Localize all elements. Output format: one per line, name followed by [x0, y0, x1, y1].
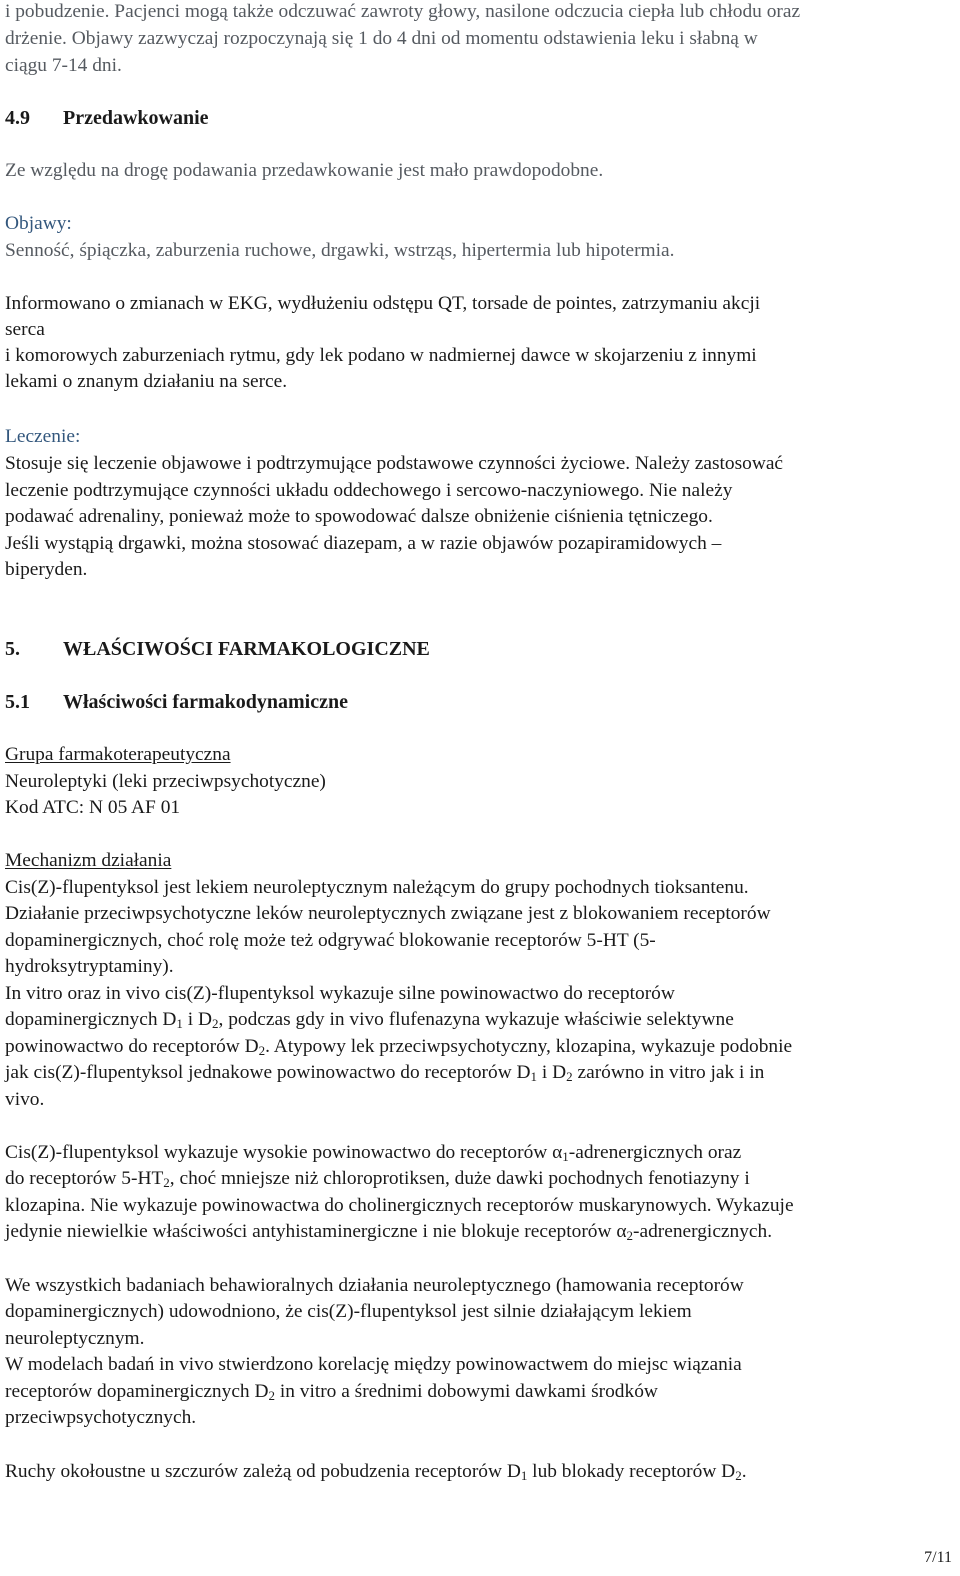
- mechanism-label: Mechanizm działania: [5, 850, 172, 871]
- paragraph-line: Stosuje się leczenie objawowe i podtrzymujące podstawowe czynności życiowe. Należy zastosować: [5, 453, 784, 474]
- paragraph-line: In vitro oraz in vivo cis(Z)-flupentyksol wykazuje silne powinowactwo do receptorów: [5, 983, 675, 1004]
- paragraph-line: jedynie niewielkie właściwości antyhistaminergiczne i nie blokuje receptorów $\alpha_2$-adrenergicznych.: [5, 1221, 773, 1243]
- paragraph-line: do receptorów $5-HT_2$, choć mniejsze niż chloroprotiksen, duże dawki pochodnych fenotiazyny i: [5, 1168, 750, 1190]
- paragraph-line: receptorów dopaminergicznych $D_2$ in vitro a średnimi dobowymi dawkami środków: [5, 1381, 658, 1403]
- section-heading-4-9: [5, 106, 209, 130]
- atc-code: Kod ATC: N 05 AF 01: [5, 797, 181, 818]
- paragraph-line: W modelach badań in vivo stwierdzono korelację między powinowactwem do miejsc wiązania: [5, 1354, 742, 1375]
- paragraph-line: Ruchy okołoustne u szczurów zależą od pobudzenia receptorów $D_1$ lub blokady receptorów $D_2$.: [5, 1461, 747, 1483]
- page-number: 7/11: [924, 1549, 952, 1566]
- paragraph-line: biperyden.: [5, 559, 88, 580]
- section-number: 5.1: [5, 691, 30, 713]
- paragraph-line: Jeśli wystąpią drgawki, można stosować diazepam, a w razie objawów pozapiramidowych –: [5, 533, 722, 554]
- section-heading-5: [5, 637, 430, 661]
- section-number: 4.9: [5, 107, 30, 129]
- paragraph-line: Senność, śpiączka, zaburzenia ruchowe, drgawki, wstrząs, hipertermia lub hipotermia.: [5, 240, 675, 261]
- paragraph-line: dopaminergicznych, choć rolę może też odgrywać blokowanie receptorów 5-HT (5-: [5, 930, 656, 951]
- paragraph-line: dopaminergicznych) udowodniono, że cis(Z)-flupentyksol jest silnie działającym lekiem: [5, 1301, 692, 1322]
- paragraph-line: i komorowych zaburzeniach rytmu, gdy lek podano w nadmiernej dawce w skojarzeniu z innymi: [5, 345, 757, 366]
- paragraph-line: Ze względu na drogę podawania przedawkowanie jest mało prawdopodobne.: [5, 160, 604, 181]
- paragraph-line: Cis(Z)-flupentyksol jest lekiem neuroleptycznym należącym do grupy pochodnych tioksantenu.: [5, 877, 749, 898]
- paragraph-line: Cis(Z)-flupentyksol wykazuje wysokie powinowactwo do receptorów $\alpha_1$-adrenergicznych oraz: [5, 1142, 742, 1164]
- paragraph-line: Działanie przeciwpsychotyczne leków neuroleptycznych związane jest z blokowaniem receptorów: [5, 903, 771, 924]
- section-title: Przedawkowanie: [63, 107, 209, 129]
- section-title: Właściwości farmakodynamiczne: [63, 691, 348, 713]
- symptoms-label: Objawy:: [5, 213, 72, 234]
- paragraph-line: i pobudzenie. Pacjenci mogą także odczuwać zawroty głowy, nasilone odczucia ciepła lub chłodu oraz: [5, 1, 801, 22]
- paragraph-line: vivo.: [5, 1089, 45, 1110]
- paragraph-line: hydroksytryptaminy).: [5, 956, 174, 977]
- group-label: Grupa farmakoterapeutyczna: [5, 744, 231, 765]
- paragraph-line: ciągu 7-14 dni.: [5, 55, 122, 76]
- paragraph-line: podawać adrenaliny, ponieważ może to spowodować dalsze obniżenie ciśnienia tętniczego.: [5, 506, 713, 527]
- paragraph-line: przeciwpsychotycznych.: [5, 1407, 197, 1428]
- section-heading-5-1: [5, 690, 348, 714]
- paragraph-line: We wszystkich badaniach behawioralnych działania neuroleptycznego (hamowania receptorów: [5, 1275, 744, 1296]
- paragraph-line: jak cis(Z)-flupentyksol jednakowe powinowactwo do receptorów $D_1$ i $D_2$ zarówno in vitro jak i in: [5, 1062, 765, 1084]
- paragraph-line: powinowactwo do receptorów $D_2$. Atypowy lek przeciwpsychotyczny, klozapina, wykazuje podobnie: [5, 1036, 793, 1058]
- paragraph-line: drżenie. Objawy zazwyczaj rozpoczynają się 1 do 4 dni od momentu odstawienia leku i słabną w: [5, 28, 758, 49]
- paragraph-line: klozapina. Nie wykazuje powinowactwa do cholinergicznych receptorów muskarynowych. Wykazuje: [5, 1195, 794, 1216]
- paragraph-line: dopaminergicznych $D_1$ i $D_2$, podczas gdy in vivo flufenazyna wykazuje właściwie selektywne: [5, 1009, 734, 1031]
- treatment-label: Leczenie:: [5, 426, 81, 447]
- section-number: 5.: [5, 638, 20, 660]
- paragraph-line: serca: [5, 319, 45, 340]
- paragraph-line: Informowano o zmianach w EKG, wydłużeniu odstępu QT, torsade de pointes, zatrzymaniu akcji: [5, 293, 761, 314]
- section-title: WŁAŚCIWOŚCI FARMAKOLOGICZNE: [63, 638, 430, 660]
- group-value: Neuroleptyki (leki przeciwpsychotyczne): [5, 771, 326, 792]
- paragraph-line: lekami o znanym działaniu na serce.: [5, 371, 288, 392]
- paragraph-line: neuroleptycznym.: [5, 1328, 145, 1349]
- paragraph-line: leczenie podtrzymujące czynności układu oddechowego i sercowo-naczyniowego. Nie należy: [5, 480, 733, 501]
